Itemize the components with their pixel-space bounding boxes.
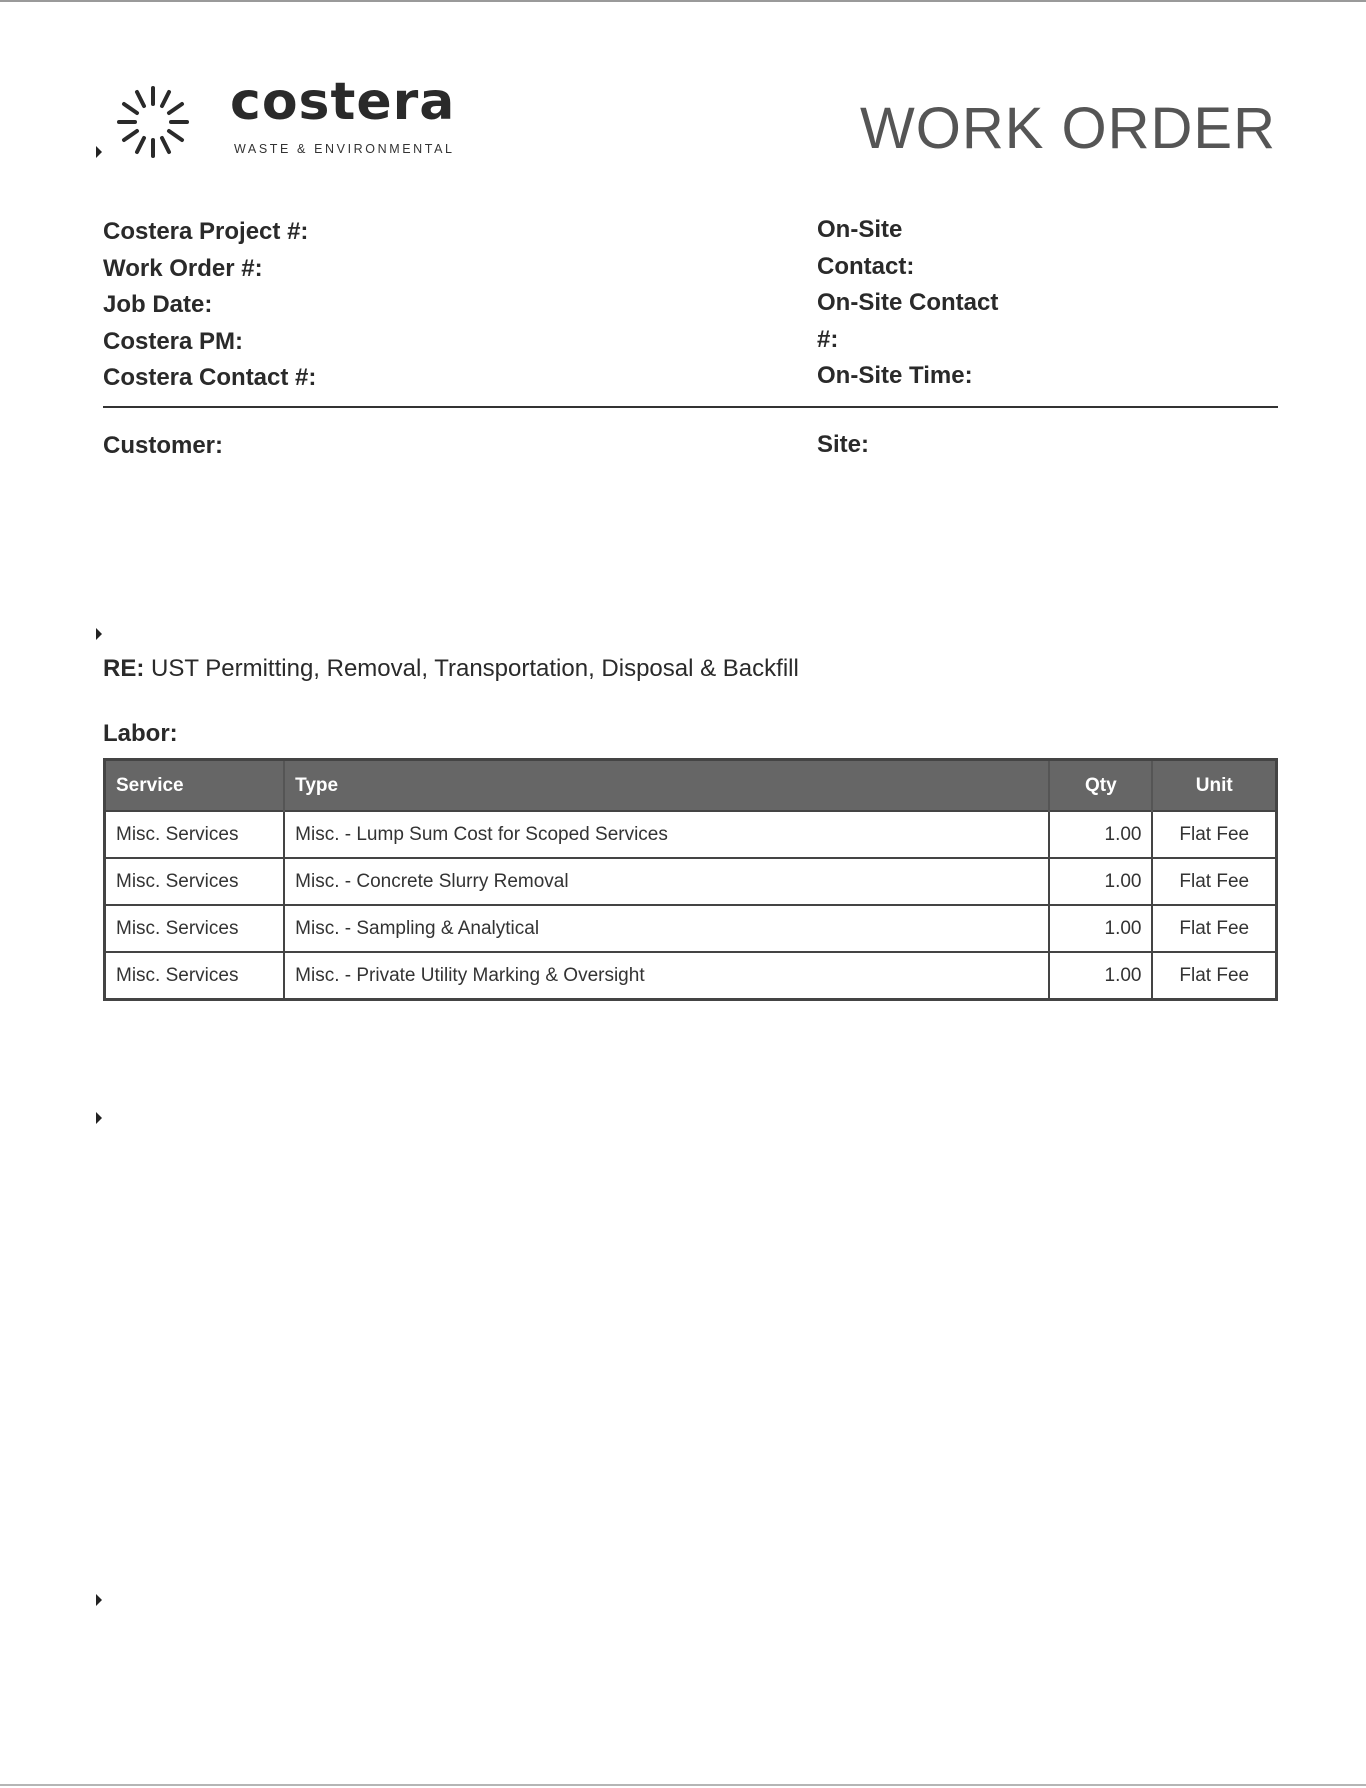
re-text: UST Permitting, Removal, Transportation, Disposal & Backfill bbox=[151, 655, 799, 682]
cell-unit: Flat Fee bbox=[1152, 905, 1276, 952]
column-header-qty: Qty bbox=[1049, 760, 1152, 812]
table-row bbox=[105, 952, 1277, 1000]
labor-table bbox=[103, 758, 1278, 1001]
brand-name: costera bbox=[230, 72, 456, 132]
field-label: Costera Contact #: bbox=[103, 364, 317, 391]
re-line bbox=[103, 655, 799, 683]
section-divider bbox=[103, 406, 1278, 408]
labor-label: Labor: bbox=[103, 720, 178, 747]
re-label: RE: bbox=[103, 655, 145, 682]
field-label: Job Date: bbox=[103, 291, 213, 318]
table-row bbox=[105, 858, 1277, 905]
cell-service: Misc. Services bbox=[105, 952, 285, 1000]
brand-tagline: WASTE & ENVIRONMENTAL bbox=[234, 142, 455, 156]
sunburst-logo-icon bbox=[108, 82, 198, 162]
onsite-info-fields bbox=[817, 212, 998, 395]
scan-mark-icon bbox=[96, 628, 102, 640]
cell-type: Misc. - Private Utility Marking & Oversight bbox=[284, 952, 1049, 1000]
field-label: Work Order #: bbox=[103, 254, 263, 282]
field-label: On-Site bbox=[817, 216, 903, 243]
page-bottom-edge bbox=[0, 1784, 1366, 1786]
cell-service: Misc. Services bbox=[105, 811, 285, 858]
cell-qty: 1.00 bbox=[1049, 811, 1152, 858]
page-top-edge bbox=[0, 0, 1366, 2]
scan-mark-icon bbox=[96, 1112, 102, 1124]
column-header-unit: Unit bbox=[1152, 760, 1276, 812]
scan-mark-icon bbox=[96, 1594, 102, 1606]
cell-qty: 1.00 bbox=[1049, 952, 1152, 1000]
table-row bbox=[105, 905, 1277, 952]
column-header-type: Type bbox=[284, 760, 1049, 812]
table-row bbox=[105, 811, 1277, 858]
cell-type: Misc. - Lump Sum Cost for Scoped Services bbox=[284, 811, 1049, 858]
cell-qty: 1.00 bbox=[1049, 905, 1152, 952]
field-label: Costera Project #: bbox=[103, 218, 309, 245]
cell-service: Misc. Services bbox=[105, 858, 285, 905]
project-info-fields bbox=[103, 214, 316, 397]
customer-label: Customer: bbox=[103, 432, 224, 459]
field-label: Contact: bbox=[817, 252, 915, 280]
cell-qty: 1.00 bbox=[1049, 858, 1152, 905]
scan-mark-icon bbox=[96, 146, 102, 158]
cell-service: Misc. Services bbox=[105, 905, 285, 952]
field-label: On-Site Time: bbox=[817, 362, 973, 389]
field-label: #: bbox=[817, 325, 839, 353]
cell-type: Misc. - Concrete Slurry Removal bbox=[284, 858, 1049, 905]
cell-unit: Flat Fee bbox=[1152, 858, 1276, 905]
cell-unit: Flat Fee bbox=[1152, 952, 1276, 1000]
cell-type: Misc. - Sampling & Analytical bbox=[284, 905, 1049, 952]
field-label: Costera PM: bbox=[103, 327, 244, 355]
document-title: WORK ORDER bbox=[860, 96, 1276, 161]
table-header-row bbox=[105, 760, 1277, 812]
site-label: Site: bbox=[817, 431, 870, 458]
cell-unit: Flat Fee bbox=[1152, 811, 1276, 858]
company-logo bbox=[108, 72, 488, 162]
field-label: On-Site Contact bbox=[817, 289, 999, 316]
column-header-service: Service bbox=[105, 760, 285, 812]
